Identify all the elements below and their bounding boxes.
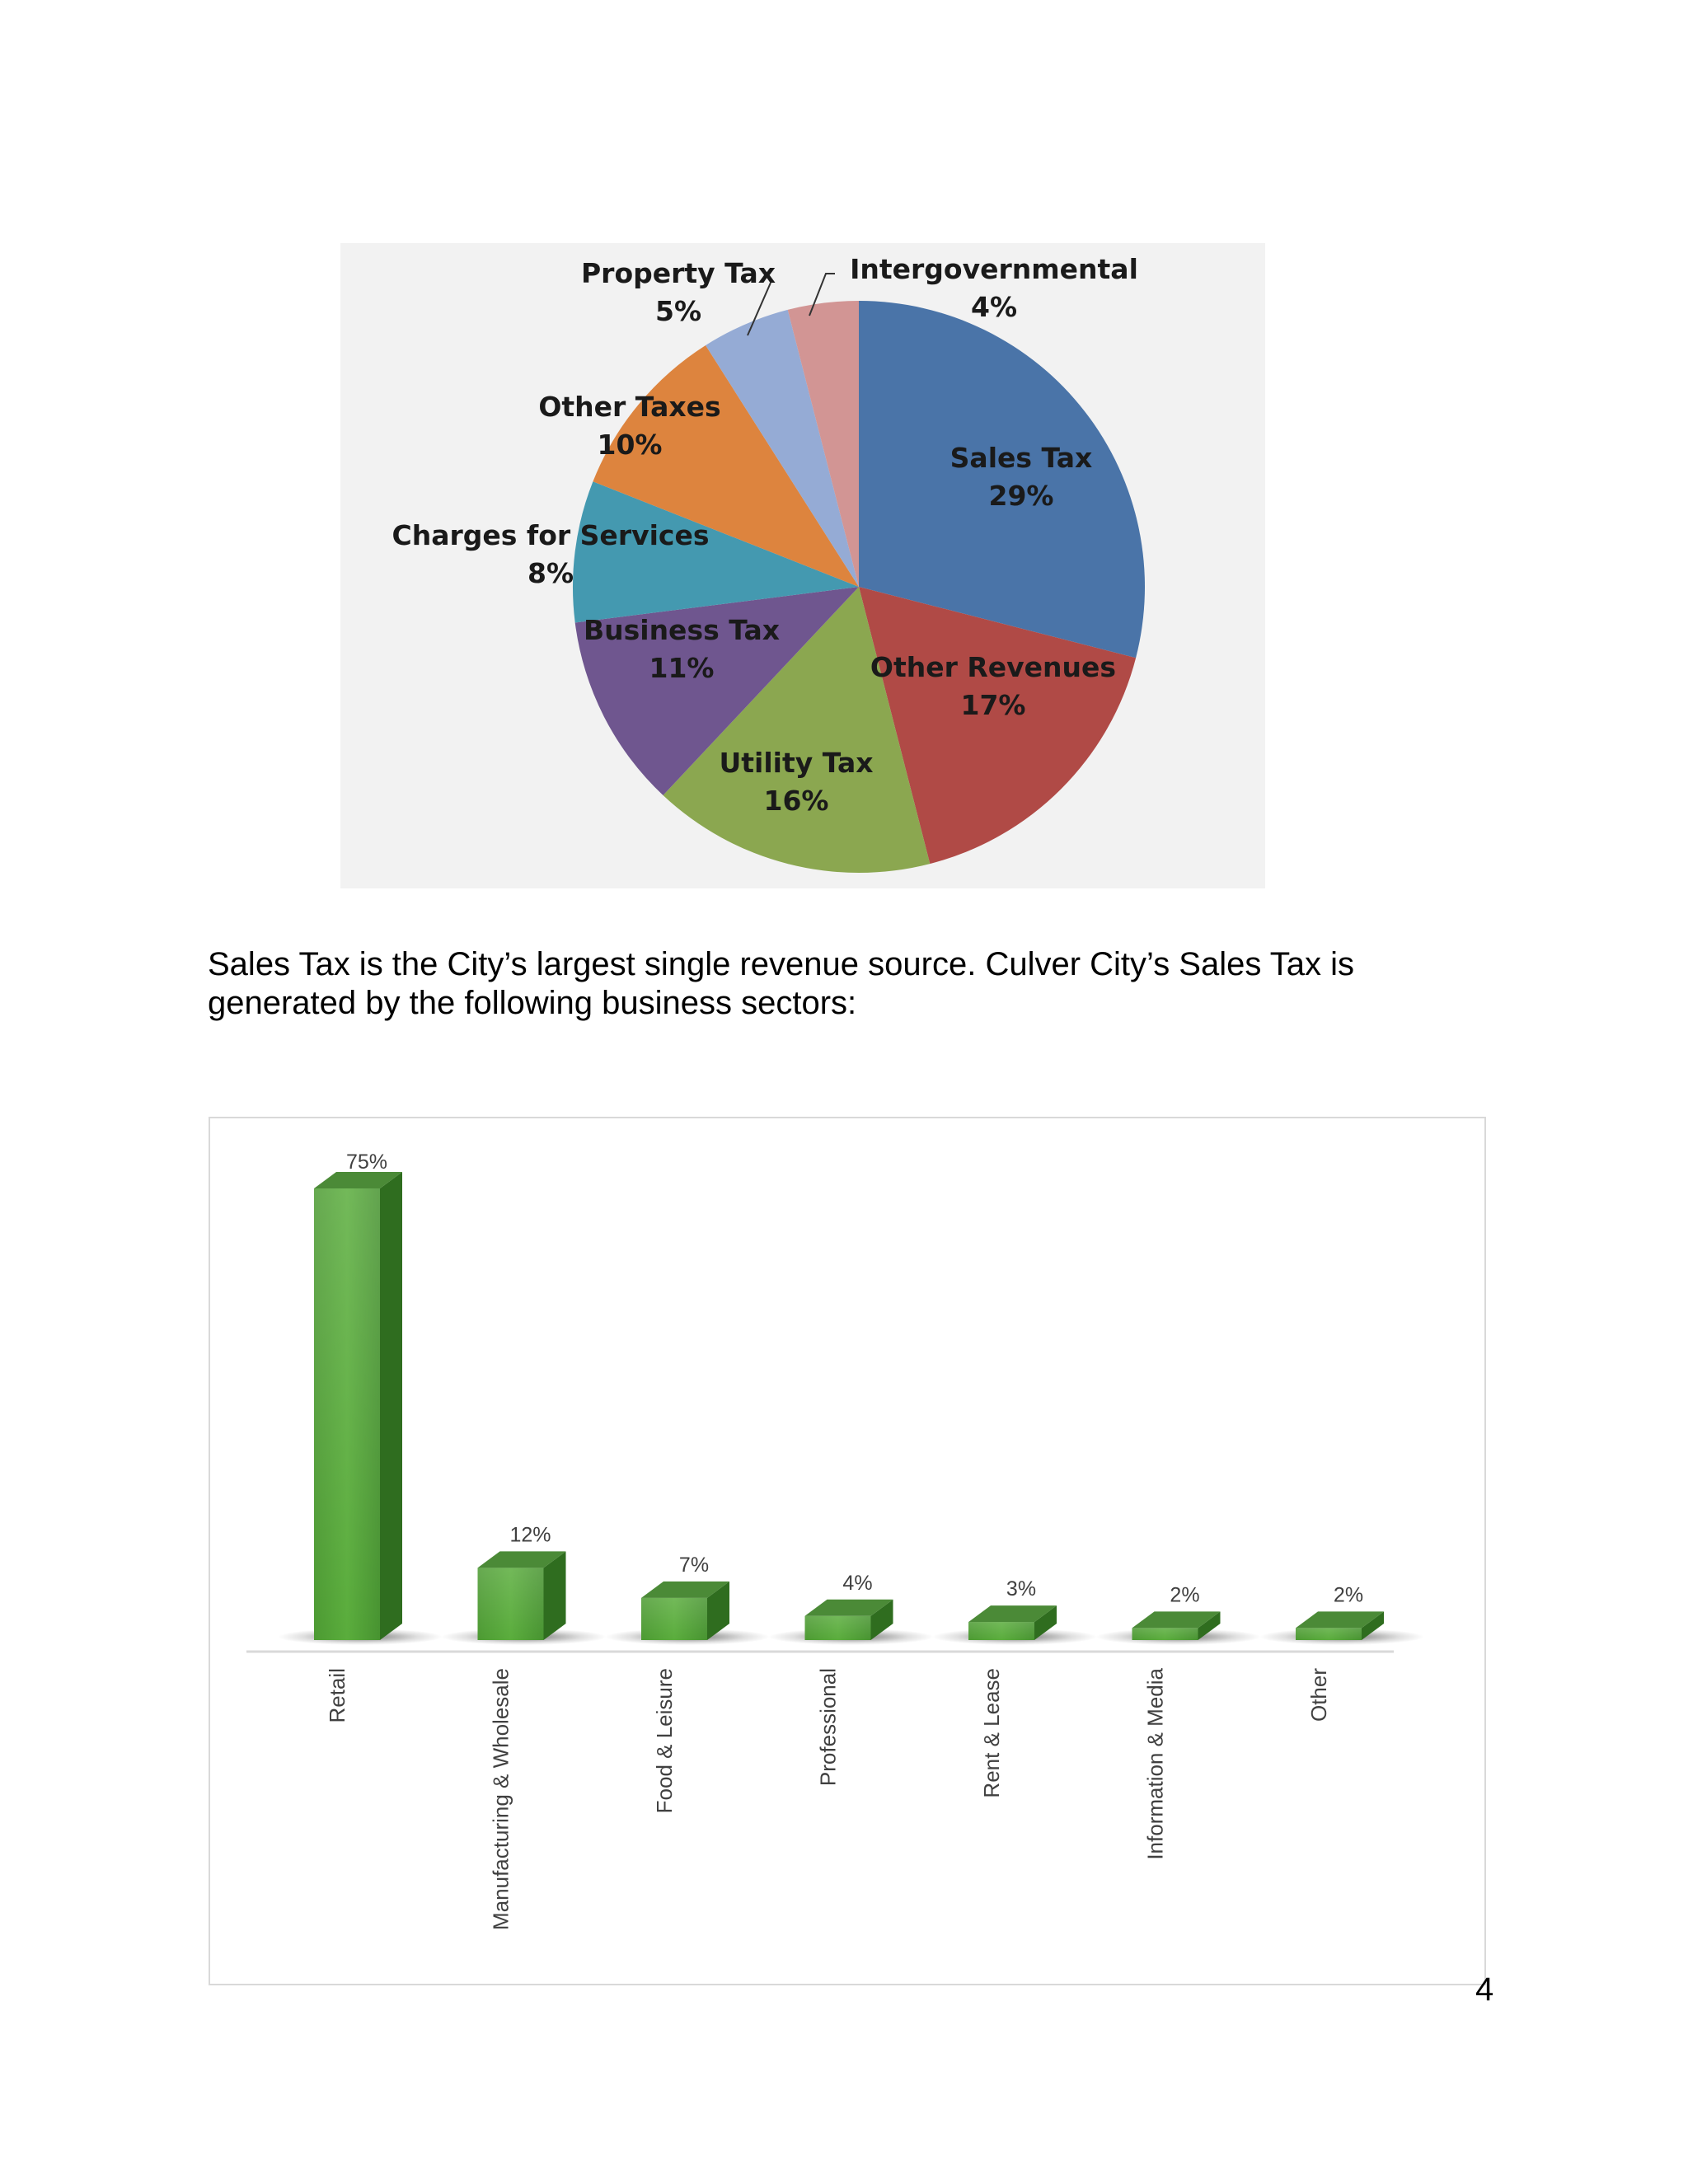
bar-chart-svg xyxy=(210,1118,1488,1987)
pie-value-label-business-tax: 11% xyxy=(649,652,715,684)
pie-label-other-revenues: Other Revenues xyxy=(870,651,1117,683)
bar-value-label-other: 2% xyxy=(1333,1583,1364,1607)
pie-label-other-taxes: Other Taxes xyxy=(538,391,721,423)
pie-label-property-tax: Property Tax xyxy=(581,257,776,289)
bar-front-gloss xyxy=(314,1188,380,1640)
category-label-food-leisure: Food & Leisure xyxy=(651,1668,677,1814)
bar-information-media xyxy=(1096,1611,1261,1645)
bar-front-gloss xyxy=(1296,1628,1362,1640)
bar-value-label-professional: 4% xyxy=(842,1571,873,1595)
pie-chart-svg xyxy=(340,243,1265,888)
bar-value-label-retail: 75% xyxy=(345,1151,388,1174)
pie-label-business-tax: Business Tax xyxy=(583,614,781,646)
pie-value-label-other-taxes: 10% xyxy=(597,429,663,461)
bar-front-gloss xyxy=(1132,1628,1198,1640)
category-label-other: Other xyxy=(1306,1668,1331,1722)
bar-other xyxy=(1259,1611,1424,1645)
category-label-retail: Retail xyxy=(324,1668,349,1723)
bar-front-gloss xyxy=(641,1598,707,1640)
pie-label-charges-for-services: Charges for Services xyxy=(392,519,710,551)
bar-front-gloss xyxy=(478,1568,544,1640)
bar-chart xyxy=(209,1117,1486,1985)
bar-food-leisure xyxy=(605,1582,770,1645)
bar-value-label-information-media: 2% xyxy=(1170,1583,1200,1607)
pie-value-label-intergovernmental: 4% xyxy=(970,291,1018,323)
pie-value-label-other-revenues: 17% xyxy=(960,689,1026,721)
bar-professional xyxy=(769,1600,934,1645)
bar-rent-lease xyxy=(932,1605,1097,1645)
category-label-information-media: Information & Media xyxy=(1142,1668,1168,1860)
bar-manufacturing-wholesale xyxy=(442,1551,607,1645)
pie-value-label-utility-tax: 16% xyxy=(763,785,829,817)
category-label-rent-lease: Rent & Lease xyxy=(978,1668,1004,1798)
pie-value-label-charges-for-services: 8% xyxy=(527,557,574,589)
body-paragraph xyxy=(208,945,1526,1023)
pie-chart xyxy=(340,243,1265,888)
body-paragraph-line-2: generated by the following business sectors: xyxy=(208,985,857,1021)
page-number: 4 xyxy=(1475,1971,1494,2008)
pie-label-utility-tax: Utility Tax xyxy=(719,747,874,779)
bar-value-label-rent-lease: 3% xyxy=(1006,1577,1037,1601)
bar-front-gloss xyxy=(805,1616,871,1640)
category-label-professional: Professional xyxy=(815,1668,841,1787)
bar-value-label-manufacturing-wholesale: 12% xyxy=(509,1523,551,1547)
category-label-manufacturing-wholesale: Manufacturing & Wholesale xyxy=(488,1668,513,1930)
bar-retail xyxy=(278,1172,443,1645)
pie-label-intergovernmental: Intergovernmental xyxy=(850,253,1138,285)
bar-front-gloss xyxy=(968,1622,1034,1640)
pie-value-label-property-tax: 5% xyxy=(654,295,702,327)
body-paragraph-line-1: Sales Tax is the City’s largest single revenue source. Culver City’s Sales Tax is xyxy=(208,946,1354,982)
pie-value-label-sales-tax: 29% xyxy=(988,480,1054,512)
bar-value-label-food-leisure: 7% xyxy=(678,1553,710,1577)
pie-label-sales-tax: Sales Tax xyxy=(950,442,1093,474)
bar-side-face xyxy=(380,1172,402,1640)
